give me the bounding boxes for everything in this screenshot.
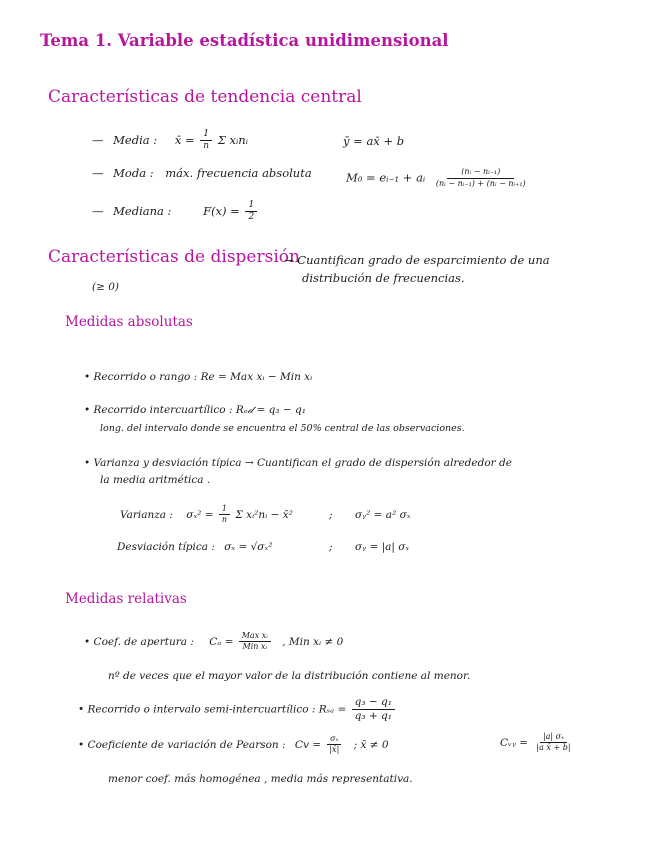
media-den: n: [203, 141, 210, 152]
mediana-lhs: F(x) =: [203, 203, 240, 218]
cvy-den: |a x̄ + b|: [536, 743, 571, 753]
mediana-line: [92, 201, 259, 223]
varianza-formula: [120, 505, 293, 525]
cv-note: menor coef. más homogénea , media más representativa.: [108, 773, 413, 785]
media-rhs: Σ xᵢnᵢ: [217, 132, 249, 147]
cv-line: [78, 735, 389, 755]
moda-dash: —: [92, 166, 104, 180]
cv-label: • Coeficiente de variación de Pearson :: [78, 738, 286, 751]
moda-label: Moda :: [113, 166, 154, 180]
media-line: [92, 130, 248, 152]
desv-label: Desviación típica :: [117, 541, 215, 553]
dispersion-note-2: distribución de frecuencias.: [302, 271, 465, 285]
mediana-num: 1: [245, 201, 257, 212]
central-heading: Características de tendencia central: [48, 87, 362, 107]
page-title: Tema 1. Variable estadística unidimensional: [40, 31, 449, 50]
var-num: 1: [219, 505, 230, 515]
absolutas-heading: Medidas absolutas: [65, 314, 193, 330]
moda-num: (nᵢ − nᵢ₋₁): [447, 168, 514, 179]
varianza-line-1: • Varianza y desviación típica → Cuantifican el grado de dispersión alrededor de: [84, 457, 512, 469]
mediana-fraction: [245, 201, 257, 223]
recorrido-line: • Recorrido o rango : Re = Max xᵢ − Min xᵢ: [84, 371, 313, 383]
mediana-label: Mediana :: [113, 203, 172, 218]
moda-formula: M₀ = eᵢ₋₁ + aᵢ: [346, 170, 426, 185]
cvy-num: |a| σₓ: [540, 733, 567, 743]
moda-text: máx. frecuencia absoluta: [165, 166, 312, 180]
cvy-line: [500, 733, 576, 753]
desv-sep: ;: [329, 541, 333, 553]
dispersion-nonneg: (≥ 0): [92, 281, 120, 293]
ric-line-2: long. del intervalo donde se encuentra el 50% central de las observaciones.: [100, 423, 465, 434]
apertura-num: Max xᵢ: [239, 632, 271, 642]
cv-cond: ; x̄ ≠ 0: [353, 738, 389, 751]
semi-label: • Recorrido o intervalo semi-intercuartílico : Rₛₐ =: [78, 703, 347, 716]
apertura-label: • Coef. de apertura :: [84, 635, 194, 648]
apertura-lhs: Cₐ =: [209, 635, 234, 648]
var-lhs: σₓ² =: [186, 508, 214, 521]
var-sep: ;: [329, 509, 333, 521]
var-linear: σᵧ² = a² σₓ: [355, 509, 411, 521]
media-lhs: x̄ =: [174, 132, 195, 147]
desv-formula: [117, 541, 272, 553]
var-rhs: Σ xᵢ²nᵢ − x̄²: [235, 508, 293, 521]
semi-fraction: [352, 697, 395, 722]
desv-linear: σᵧ = |a| σₓ: [355, 541, 410, 553]
apertura-fraction: [239, 632, 271, 652]
cv-num: σₓ: [327, 735, 341, 745]
moda-formula-wrap: [346, 168, 531, 189]
cv-lhs: Cv =: [294, 738, 322, 751]
apertura-den: Min xᵢ: [242, 642, 268, 652]
relativas-heading: Medidas relativas: [65, 591, 187, 607]
semi-line: [78, 697, 397, 722]
semi-den: q₃ + q₁: [354, 710, 392, 723]
var-label: Varianza :: [120, 508, 173, 521]
cv-den: |x̄|: [329, 745, 340, 755]
apertura-line: [84, 632, 343, 652]
cvy-lhs: Cᵥᵧ =: [500, 736, 529, 749]
semi-num: q₃ − q₁: [352, 697, 395, 710]
dispersion-heading: Características de dispersión: [48, 247, 300, 267]
moda-line: [92, 166, 312, 180]
media-label: Media :: [113, 132, 158, 147]
apertura-cond: , Min xᵢ ≠ 0: [282, 635, 344, 648]
dispersion-note-1: → Cuantifican grado de esparcimiento de una: [284, 253, 550, 267]
mediana-den: 2: [248, 212, 255, 223]
desv-expr: σₓ = √σₓ²: [224, 541, 273, 553]
varianza-line-2: la media aritmética .: [100, 474, 211, 486]
media-fraction: [200, 130, 212, 152]
media-linear: ȳ = ax̄ + b: [343, 134, 405, 148]
var-den: n: [221, 515, 228, 525]
cv-fraction: [326, 735, 342, 755]
ric-line-1: • Recorrido intercuartílico : Rₑ𝒹 = q₃ − q₁: [84, 404, 306, 416]
media-dash: —: [92, 132, 104, 147]
apertura-note: nº de veces que el mayor valor de la distribución contiene al menor.: [108, 670, 471, 682]
mediana-dash: —: [92, 203, 104, 218]
moda-fraction: [433, 168, 529, 189]
var-fraction: [219, 505, 230, 525]
moda-den: (nᵢ − nᵢ₋₁) + (nᵢ − nᵢ₊₁): [435, 179, 526, 189]
media-num: 1: [200, 130, 212, 141]
cvy-fraction: [533, 733, 573, 753]
